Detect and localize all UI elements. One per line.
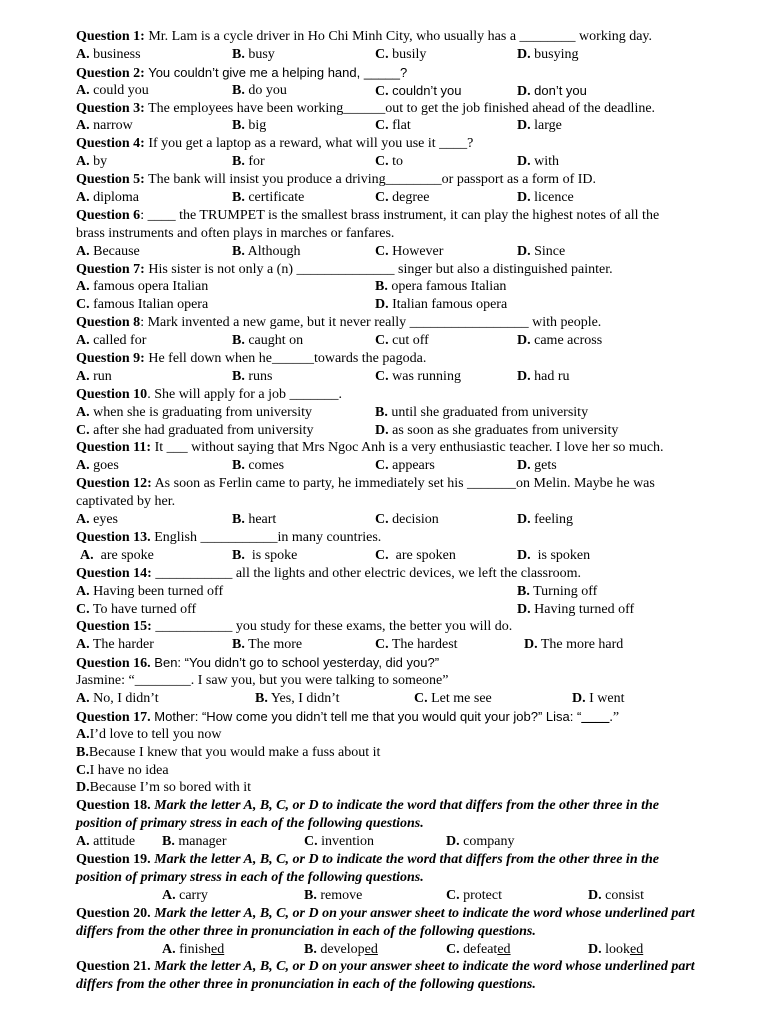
option-c: C. decision: [375, 512, 439, 528]
option-a: A. Having been turned off: [76, 583, 224, 599]
option-a: A. when she is graduating from university: [76, 404, 313, 420]
option-b: B. big: [232, 118, 267, 134]
option-c: C. to: [375, 154, 404, 170]
question-20: Question 20. Mark the letter A, B, C, or D on your answer sheet to indicate the word whose underlined part differs from the other three in pronunciation in each of the following questions.: [76, 905, 695, 939]
option-a: A. Because: [76, 243, 140, 259]
option-b-q17: B.Because I knew that you would make a fuss about it: [76, 744, 381, 760]
option-b: B. certificate: [232, 190, 305, 206]
option-a: A. The harder: [76, 637, 154, 653]
question-2: Question 2: You couldn’t give me a helping hand, _____?: [76, 64, 408, 81]
option-a: A. by: [76, 154, 108, 170]
option-a: A. could you: [76, 82, 149, 98]
option-a: A. attitude: [76, 834, 136, 850]
option-d: D. don’t you: [517, 82, 587, 99]
option-c: C. flat: [375, 118, 411, 134]
options-q1: [0, 46, 768, 64]
question-4: Question 4: If you get a laptop as a reward, what will you use it ____?: [76, 136, 474, 152]
options-q13: [0, 547, 768, 565]
exam-page: [0, 28, 768, 994]
option-b: B. do you: [232, 82, 287, 98]
option-a: A. are spoke: [80, 547, 154, 563]
option-b: B. Yes, I didn’t: [255, 690, 340, 706]
options-q20: [0, 941, 768, 959]
option-b: B. until she graduated from university: [375, 404, 589, 420]
option-d: D. is spoken: [517, 547, 591, 563]
option-b: B. heart: [232, 512, 277, 528]
option-c: C. was running: [375, 368, 461, 384]
option-d: D. large: [517, 118, 562, 134]
option-c: C. appears: [375, 458, 435, 474]
option-d: D. looked: [588, 941, 644, 957]
option-c: C. couldn’t you: [375, 82, 462, 99]
option-a: A. famous opera Italian: [76, 279, 209, 295]
option-b: B. manager: [162, 834, 227, 850]
option-a-q17: A.I’d love to tell you now: [76, 726, 222, 742]
option-d: D. The more hard: [524, 637, 624, 653]
option-b: B. developed: [304, 941, 378, 957]
option-a: A. finished: [162, 941, 225, 957]
option-a: A. run: [76, 368, 112, 384]
option-d: D. licence: [517, 190, 574, 206]
option-a: A. called for: [76, 333, 147, 349]
option-c: C. To have turned off: [76, 601, 197, 617]
question-6-cont: brass instruments and often plays in marches or fanfares.: [76, 225, 395, 241]
options-q7-row2: [0, 296, 768, 314]
option-d: D. feeling: [517, 512, 573, 528]
question-12-cont: captivated by her.: [76, 494, 176, 510]
question-16: Question 16. Ben: “You didn’t go to school yesterday, did you?”: [76, 655, 440, 672]
option-d: D. gets: [517, 458, 557, 474]
options-q12: [0, 511, 768, 529]
options-q18: [0, 833, 768, 851]
options-q19: [0, 887, 768, 905]
option-c: C. degree: [375, 190, 430, 206]
options-q10-row2: [0, 422, 768, 440]
option-c: C. cut off: [375, 333, 429, 349]
option-c: C. The hardest: [375, 637, 458, 653]
option-b: B. busy: [232, 46, 275, 62]
option-c: C. However: [375, 243, 444, 259]
option-a: A. narrow: [76, 118, 133, 134]
question-3: Question 3: The employees have been working______out to get the job finished ahead of the deadline.: [76, 100, 656, 116]
options-q11: [0, 457, 768, 475]
option-b: B. is spoke: [232, 547, 298, 563]
question-1: Question 1: Mr. Lam is a cycle driver in Ho Chi Minh City, who usually has a ________ working day.: [76, 29, 653, 44]
option-c: C. defeated: [446, 941, 511, 957]
option-a: A. business: [76, 46, 141, 62]
option-d: D. had ru: [517, 368, 570, 384]
question-13: Question 13. English ___________in many countries.: [76, 529, 382, 545]
option-d: D. I went: [572, 690, 625, 706]
option-b: B. Turning off: [517, 583, 598, 599]
options-q9: [0, 368, 768, 386]
option-b: B. opera famous Italian: [375, 279, 507, 295]
option-d: D. Having turned off: [517, 601, 635, 617]
option-c: C. busily: [375, 46, 427, 62]
option-a: A. goes: [76, 458, 119, 474]
question-17: Question 17. Mother: “How come you didn’t tell me that you would quit your job?” Lisa: “____.”: [76, 708, 620, 725]
option-c: C. are spoken: [375, 547, 456, 563]
option-b: B. Although: [232, 243, 301, 259]
option-d: D. came across: [517, 333, 603, 349]
option-c: C. invention: [304, 834, 375, 850]
option-c-q17: C.I have no idea: [76, 762, 169, 778]
option-a: A. eyes: [76, 512, 119, 528]
option-d: D. Since: [517, 243, 566, 259]
question-18: Question 18. Mark the letter A, B, C, or D to indicate the word that differs from the other three in the position of primary stress in each of the following questions.: [76, 798, 660, 832]
question-14: Question 14: ___________ all the lights and other electric devices, we left the classroom.: [76, 565, 582, 581]
option-a: A. No, I didn’t: [76, 690, 159, 706]
question-10: Question 10. She will apply for a job _______.: [76, 386, 342, 402]
question-9: Question 9: He fell down when he______towards the pagoda.: [76, 351, 427, 367]
option-c: C. Let me see: [414, 690, 492, 706]
options-q6: [0, 243, 768, 261]
option-a: A. carry: [162, 887, 208, 903]
option-b: B. remove: [304, 887, 363, 903]
option-c: C. after she had graduated from university: [76, 422, 314, 438]
question-16-cont: Jasmine: “________. I saw you, but you were talking to someone”: [76, 673, 449, 689]
option-d: D. as soon as she graduates from university: [375, 422, 619, 438]
question-15: Question 15: ___________ you study for these exams, the better you will do.: [76, 619, 513, 635]
option-d-q17: D.Because I’m so bored with it: [76, 780, 251, 796]
option-c: C. protect: [446, 887, 502, 903]
options-q4: [0, 153, 768, 171]
option-b: B. caught on: [232, 333, 304, 349]
option-b: B. runs: [232, 368, 273, 384]
option-d: D. with: [517, 154, 560, 170]
option-b: B. comes: [232, 458, 285, 474]
option-c: C. famous Italian opera: [76, 297, 209, 313]
options-q5: [0, 189, 768, 207]
question-5: Question 5: The bank will insist you produce a driving________or passport as a form of ID.: [76, 172, 597, 188]
question-6: Question 6: ____ the TRUMPET is the smallest brass instrument, it can play the highest notes of all the: [76, 207, 660, 223]
options-q8: [0, 332, 768, 350]
option-d: D. consist: [588, 887, 645, 903]
option-b: B. The more: [232, 637, 303, 653]
option-a: A. diploma: [76, 190, 140, 206]
options-q2: [0, 82, 768, 100]
options-q7-row1: [0, 278, 768, 296]
question-12: Question 12: As soon as Ferlin came to party, he immediately set his _______on Melin. Maybe he was: [76, 476, 655, 492]
options-q14-row2: [0, 601, 768, 619]
question-11: Question 11: It ___ without saying that Mrs Ngoc Anh is a very enthusiastic teacher. I love her so much.: [76, 440, 664, 456]
option-d: D. company: [446, 834, 515, 850]
question-21: Question 21. Mark the letter A, B, C, or D on your answer sheet to indicate the word whose underlined part differs from the other three in pronunciation in each of the following questions.: [76, 959, 695, 993]
question-19: Question 19. Mark the letter A, B, C, or D to indicate the word that differs from the other three in the position of primary stress in each of the following questions.: [76, 852, 660, 885]
options-q15: [0, 636, 768, 654]
option-d: D. busying: [517, 46, 579, 62]
question-7: Question 7: His sister is not only a (n) ______________ singer but also a distinguished painter.: [76, 261, 613, 277]
question-8: Question 8: Mark invented a new game, but it never really _________________ with people.: [76, 315, 602, 331]
options-q16: [0, 690, 768, 708]
option-b: B. for: [232, 154, 265, 170]
option-d: D. Italian famous opera: [375, 297, 508, 313]
options-q10-row1: [0, 404, 768, 422]
options-q14-row1: [0, 583, 768, 601]
options-q3: [0, 117, 768, 135]
